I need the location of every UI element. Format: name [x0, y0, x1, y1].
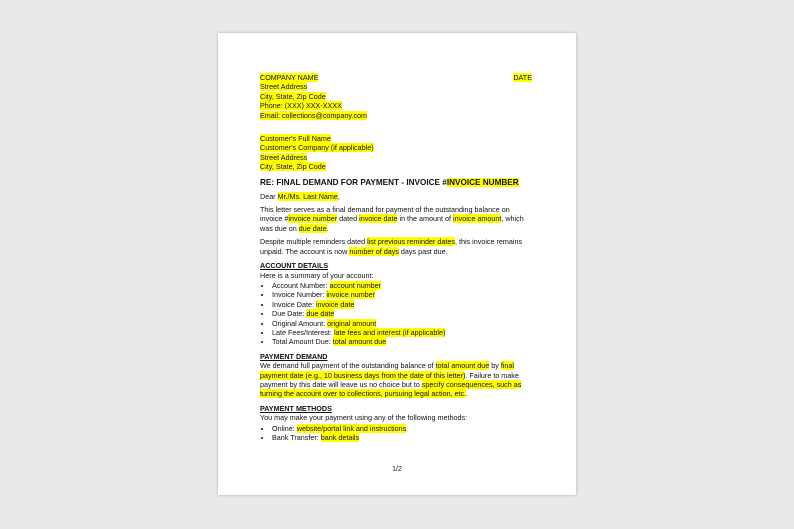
document-page: [218, 33, 576, 495]
list-item: • Due Date: due date: [272, 309, 532, 318]
payment-methods-list: [260, 424, 532, 443]
payment-demand-paragraph: We demand full payment of the outstanding balance of total amount due by final payment date (e.g., 10 business days from the date of this letter). Failure to make payment by this date will leave us no choice but to specify consequences, such as turning the account over to collections, pursuing legal action, etc..: [260, 361, 522, 399]
page-number: 1/2: [392, 466, 402, 473]
salutation-name: Mr./Ms. Last Name: [277, 191, 338, 201]
list-item: • Total Amount Due: total amount due: [272, 337, 532, 346]
list-item: • Account Number: account number: [272, 281, 532, 290]
list-item: • Original Amount: original amount: [272, 319, 532, 328]
recipient-city: City, State, Zip Code: [260, 162, 326, 172]
account-details-list: [260, 281, 532, 347]
sender-company: COMPANY NAME: [260, 73, 319, 82]
account-intro: Here is a summary of your account:: [260, 270, 374, 280]
list-item: • Online: website/portal link and instructions: [272, 424, 532, 433]
letter-date: DATE: [513, 73, 532, 82]
sender-email: Email: collections@company.com: [260, 110, 368, 120]
recipient-street: Street Address: [260, 152, 308, 162]
payment-methods-intro: You may make your payment using any of the following methods:: [260, 413, 468, 423]
payment-methods-heading: PAYMENT METHODS: [260, 403, 332, 413]
recipient-company: Customer's Company (if applicable): [260, 143, 374, 153]
list-item: • Invoice Date: invoice date: [272, 300, 532, 309]
list-item: • Bank Transfer: bank details: [272, 433, 532, 442]
sender-city: City, State, Zip Code: [260, 91, 326, 101]
intro-paragraph: This letter serves as a final demand for payment of the outstanding balance on invoice #invoice number dated invoice date in the amount of invoice amount, which was due on due date.: [260, 205, 524, 233]
reminder-paragraph: Despite multiple reminders dated list previous reminder dates, this invoice remains unpaid. The account is now number of days days past due.: [260, 237, 523, 256]
letter-body: [260, 73, 532, 442]
payment-demand-heading: PAYMENT DEMAND: [260, 351, 328, 361]
salutation: Dear Mr./Ms. Last Name,: [260, 191, 340, 201]
subject-line: RE: FINAL DEMAND FOR PAYMENT - INVOICE #INVOICE NUMBER: [260, 177, 519, 187]
sender-block: [260, 73, 532, 120]
sender-street: Street Address: [260, 82, 308, 92]
list-item: • Late Fees/Interest: late fees and interest (if applicable): [272, 328, 532, 337]
sender-phone: Phone: (XXX) XXX-XXXX: [260, 101, 342, 111]
subject-invoice-number: INVOICE NUMBER: [446, 177, 519, 187]
recipient-block: [260, 134, 532, 172]
recipient-name: Customer's Full Name: [260, 134, 331, 144]
account-details-heading: ACCOUNT DETAILS: [260, 261, 329, 271]
list-item: • Invoice Number: invoice number: [272, 290, 532, 299]
